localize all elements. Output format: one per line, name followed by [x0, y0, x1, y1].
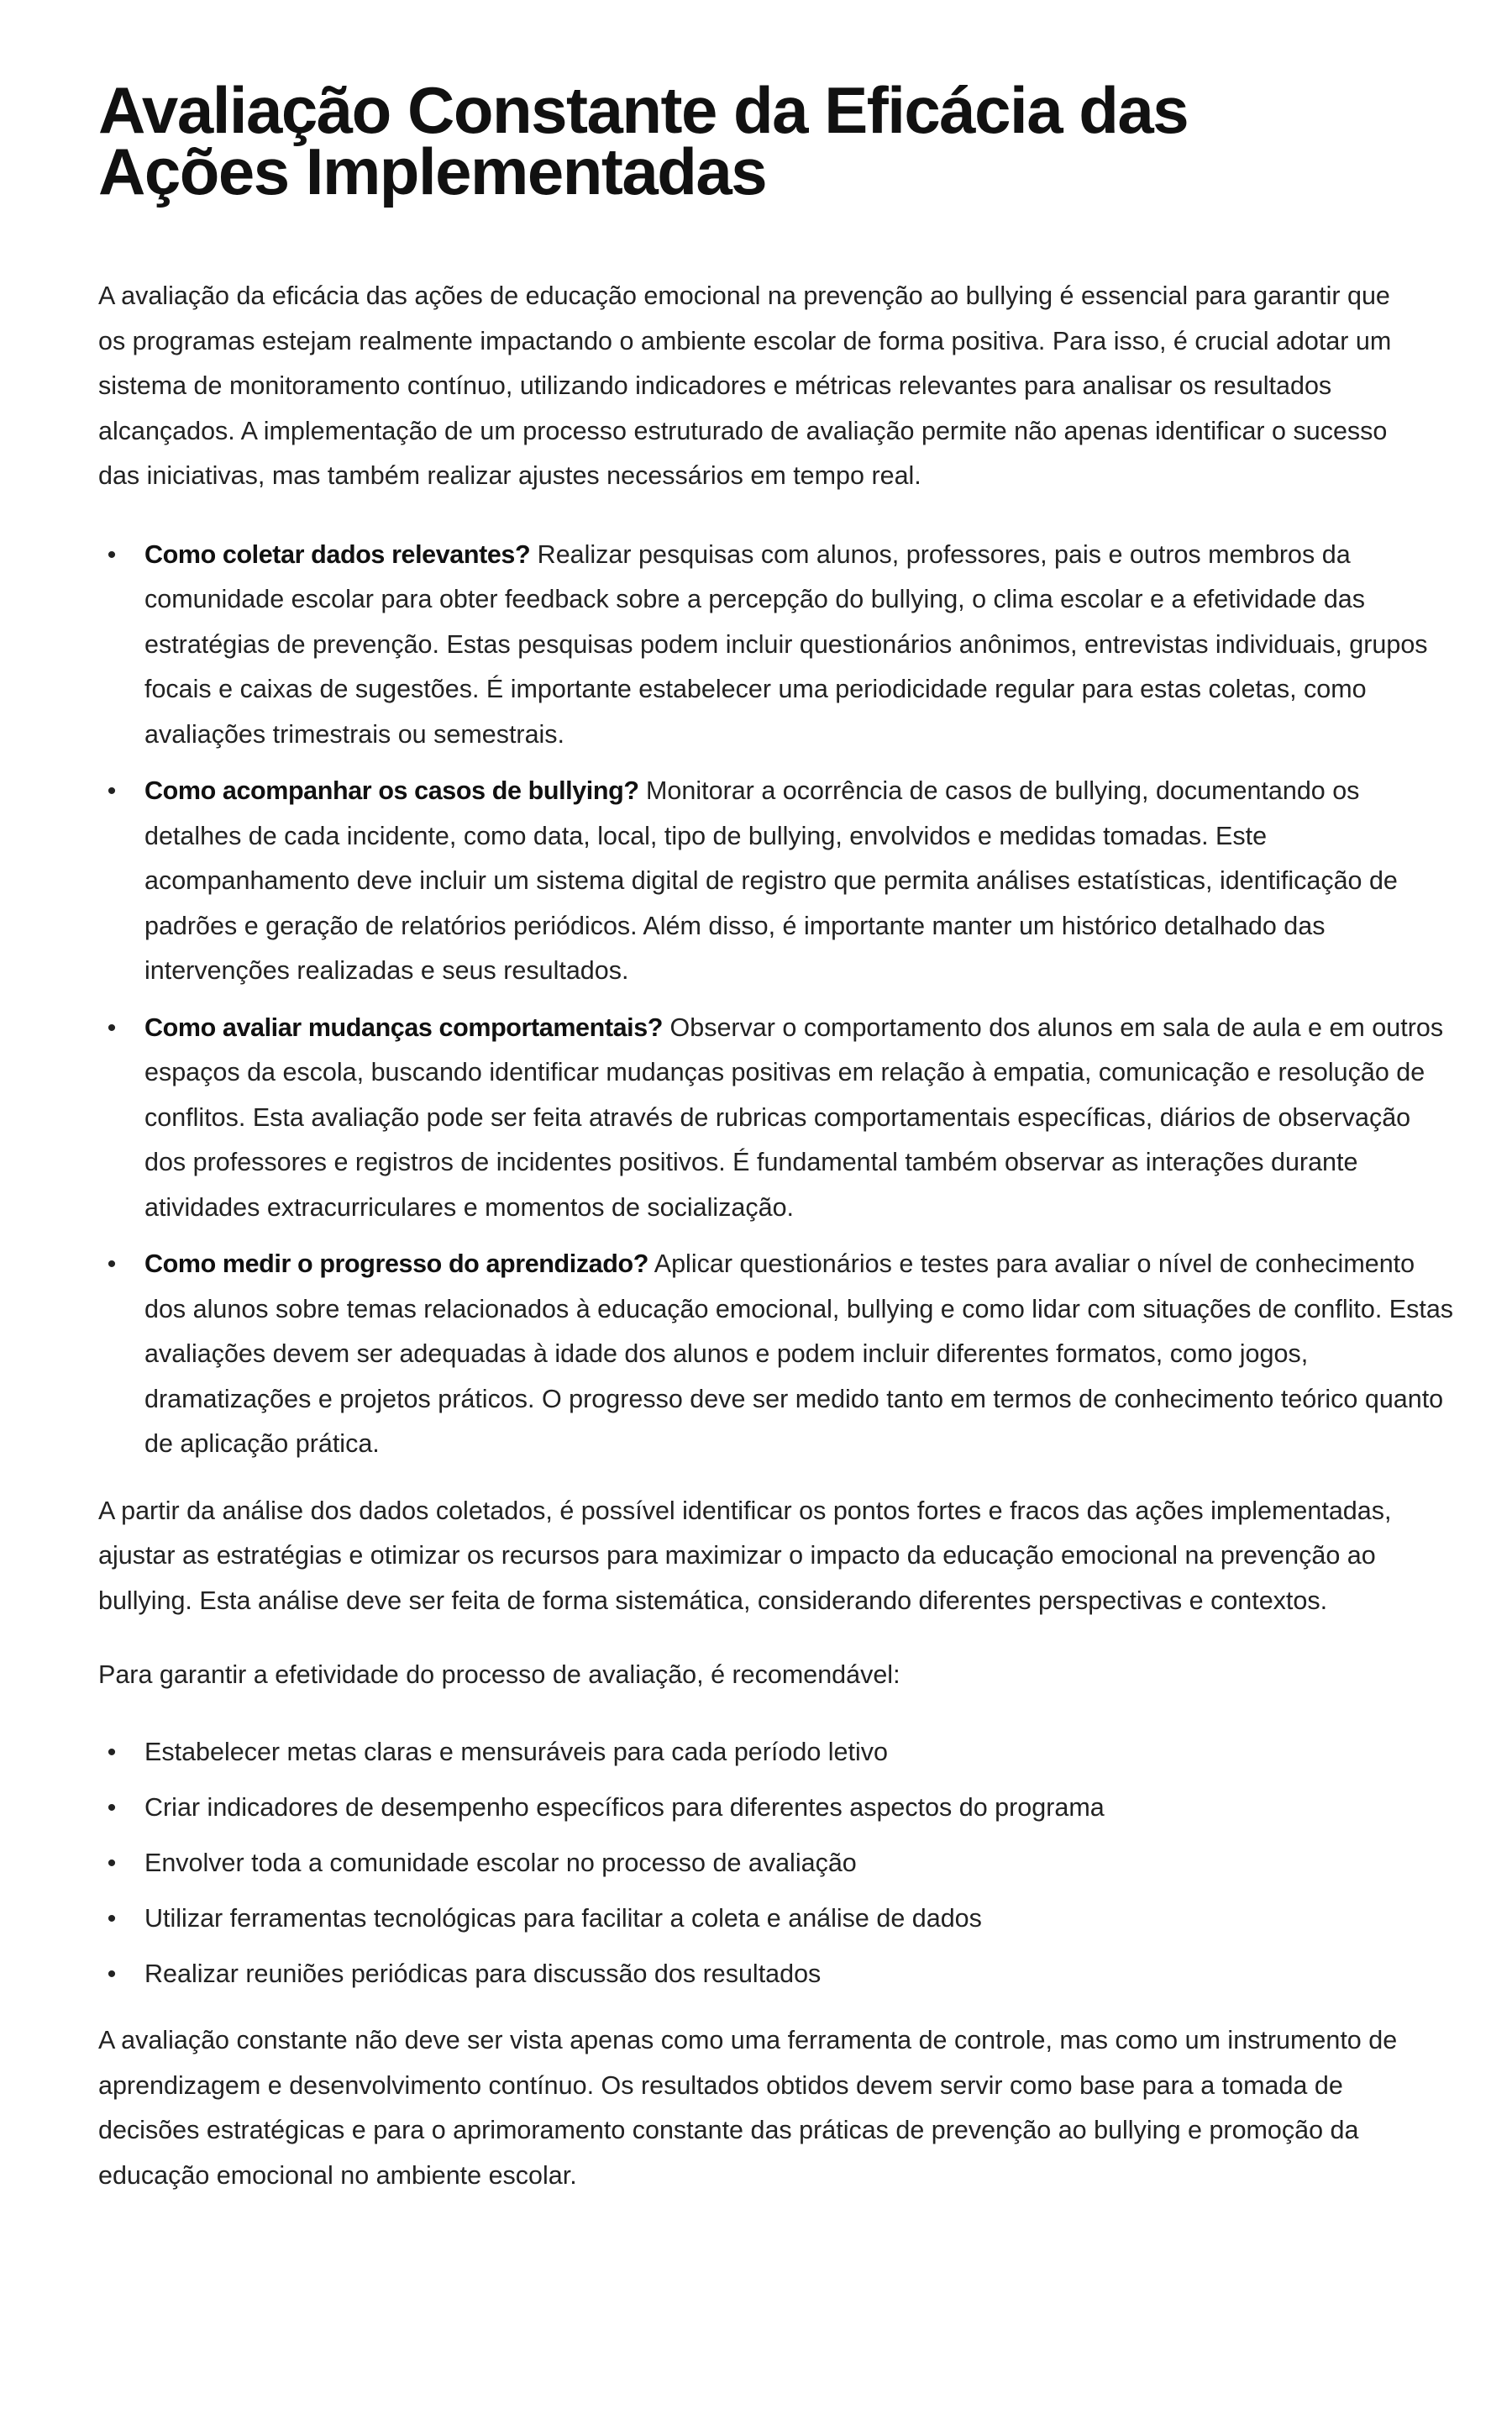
list-item	[98, 533, 1455, 758]
list-item	[98, 1786, 1442, 1831]
recommendation-text: Utilizar ferramentas tecnológicas para facilitar a coleta e análise de dados	[144, 1903, 982, 1933]
document-page	[98, 0, 1454, 2198]
list-item	[98, 1730, 1442, 1775]
question-heading: Como acompanhar os casos de bullying?	[144, 776, 639, 805]
bullet-icon: •	[107, 1738, 117, 1766]
questions-list	[98, 533, 1454, 1467]
recommendation-text: Estabelecer metas claras e mensuráveis para cada período letivo	[144, 1737, 888, 1766]
list-item	[98, 1896, 1442, 1942]
recommendation-text: Criar indicadores de desempenho específicos para diferentes aspectos do programa	[144, 1792, 1105, 1822]
question-text: Observar o comportamento dos alunos em sala de aula e em outros espaços da escola, buscando identificar mudanças positivas em relação à empatia, comunicação e resolução de conflitos. Esta avaliação pode ser feita através de rubricas comportamentais específicas, diários de observação dos professores e registros de incidentes positivos. É fundamental também observar as interações durante atividades extracurriculares e momentos de socialização.	[144, 1013, 1444, 1222]
analysis-paragraph: A partir da análise dos dados coletados, é possível identificar os pontos fortes e fracos das ações implementadas, ajustar as estratégias e otimizar os recursos para maximizar o impacto da educação emocional na prevenção ao bullying. Esta análise deve ser feita de forma sistemática, considerando diferentes perspectivas e contextos.	[98, 1496, 1392, 1615]
recommendation-text: Envolver toda a comunidade escolar no processo de avaliação	[144, 1848, 857, 1877]
list-item	[98, 1841, 1442, 1886]
list-item	[98, 1006, 1455, 1231]
recommendations-intro: Para garantir a efetividade do processo de avaliação, é recomendável:	[98, 1660, 900, 1689]
question-text: Realizar pesquisas com alunos, professores, pais e outros membros da comunidade escolar para obter feedback sobre a percepção do bullying, o clima escolar e a efetividade das estratégias de prevenção. Estas pesquisas podem incluir questionários anônimos, entrevistas individuais, grupos focais e caixas de sugestões. É importante estabelecer uma periodicidade regular para estas coletas, como avaliações trimestrais ou semestrais.	[144, 539, 1428, 749]
bullet-icon: •	[107, 1793, 117, 1822]
title-line: Ações Implementadas	[98, 134, 767, 208]
bullet-icon: •	[107, 1013, 117, 1042]
list-item	[98, 769, 1455, 994]
bullet-icon: •	[107, 1959, 117, 1988]
intro-paragraph: A avaliação da eficácia das ações de educação emocional na prevenção ao bullying é essencial para garantir que os programas estejam realmente impactando o ambiente escolar de forma positiva. Para isso, é crucial adotar um sistema de monitoramento contínuo, utilizando indicadores e métricas relevantes para analisar os resultados alcançados. A implementação de um processo estruturado de avaliação permite não apenas identificar o sucesso das iniciativas, mas também realizar ajustes necessários em tempo real.	[98, 281, 1392, 490]
list-item	[98, 1952, 1442, 1997]
bullet-icon: •	[107, 1904, 117, 1933]
title-line: Avaliação Constante da Eficácia das	[98, 73, 1189, 147]
question-heading: Como coletar dados relevantes?	[144, 539, 531, 569]
conclusion-paragraph: A avaliação constante não deve ser vista apenas como uma ferramenta de controle, mas como um instrumento de aprendizagem e desenvolvimento contínuo. Os resultados obtidos devem servir como base para a tomada de decisões estratégicas e para o aprimoramento constante das práticas de prevenção ao bullying e promoção da educação emocional no ambiente escolar.	[98, 2026, 1398, 2190]
question-heading: Como medir o progresso do aprendizado?	[144, 1249, 648, 1278]
bullet-icon: •	[107, 1250, 117, 1278]
bullet-icon: •	[107, 777, 117, 805]
question-heading: Como avaliar mudanças comportamentais?	[144, 1013, 664, 1042]
recommendations-list	[98, 1730, 1442, 1997]
question-text: Monitorar a ocorrência de casos de bullying, documentando os detalhes de cada incidente, como data, local, tipo de bullying, envolvidos e medidas tomadas. Este acompanhamento deve incluir um sistema digital de registro que permita análises estatísticas, identificação de padrões e geração de relatórios periódicos. Além disso, é importante manter um histórico detalhado das intervenções realizadas e seus resultados.	[144, 776, 1398, 985]
page-title	[98, 73, 1409, 208]
list-item	[98, 1242, 1455, 1467]
bullet-icon: •	[107, 1849, 117, 1877]
question-text: Aplicar questionários e testes para avaliar o nível de conhecimento dos alunos sobre temas relacionados à educação emocional, bullying e como lidar com situações de conflito. Estas avaliações devem ser adequadas à idade dos alunos e podem incluir diferentes formatos, como jogos, dramatizações e projetos práticos. O progresso deve ser medido tanto em termos de conhecimento teórico quanto de aplicação prática.	[144, 1249, 1454, 1458]
bullet-icon: •	[107, 540, 117, 569]
recommendation-text: Realizar reuniões periódicas para discussão dos resultados	[144, 1959, 822, 1988]
